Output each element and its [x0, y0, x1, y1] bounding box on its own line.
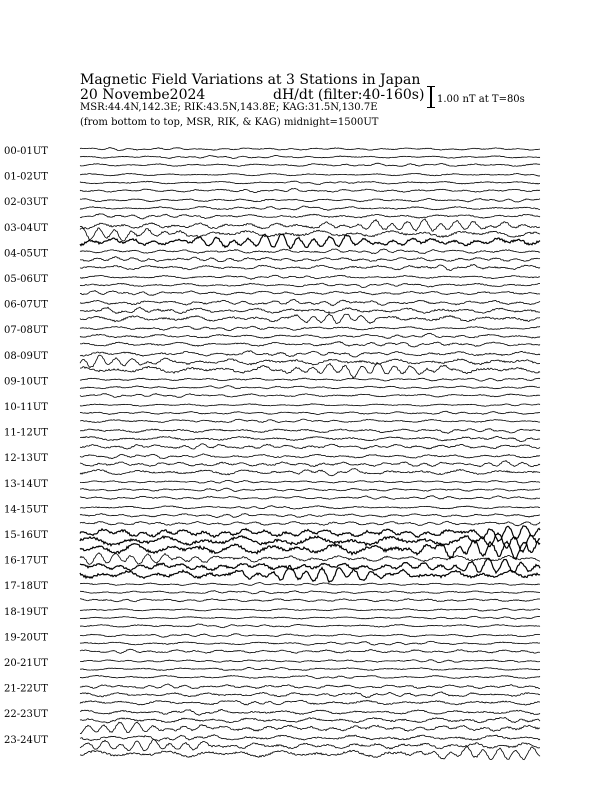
trace-kag — [80, 660, 540, 663]
trace-rik — [80, 206, 540, 210]
trace-msr — [80, 265, 540, 271]
hour-label: 21-22UT — [4, 683, 48, 695]
trace-rik — [80, 641, 540, 645]
trace-kag — [80, 608, 540, 611]
hour-label: 19-20UT — [4, 632, 48, 644]
trace-msr — [80, 314, 540, 324]
trace-kag — [80, 526, 540, 541]
trace-kag — [80, 299, 540, 305]
trace-msr — [80, 234, 540, 249]
trace-rik — [80, 155, 540, 158]
trace-kag — [80, 506, 540, 509]
trace-rik — [80, 333, 540, 338]
trace-msr — [80, 163, 540, 166]
trace-msr — [80, 214, 540, 219]
trace-msr — [80, 722, 540, 734]
chart-title: Magnetic Field Variations at 3 Stations in Japan — [80, 72, 421, 88]
trace-rik — [80, 616, 540, 619]
hour-label: 20-21UT — [4, 658, 48, 669]
trace-msr — [80, 624, 540, 628]
trace-msr — [80, 363, 540, 378]
trace-rik — [80, 739, 540, 750]
hour-label: 05-06UT — [4, 274, 48, 285]
trace-kag — [80, 404, 540, 407]
trace-kag — [80, 480, 540, 483]
hour-label: 06-07UT — [4, 299, 48, 311]
trace-msr — [80, 521, 540, 526]
trace-rik — [80, 692, 540, 698]
chart-quantity: dH/dt (filter:40-160s) — [273, 87, 425, 103]
trace-kag — [80, 582, 540, 585]
hour-label: 00-01UT — [4, 146, 48, 157]
trace-rik — [80, 257, 540, 262]
trace-kag — [80, 735, 540, 742]
trace-msr — [80, 747, 540, 760]
trace-msr — [80, 444, 540, 449]
trace-msr — [80, 599, 540, 602]
trace-rik — [80, 717, 540, 723]
trace-msr — [80, 675, 540, 678]
hour-label: 08-09UT — [4, 350, 48, 362]
trace-rik — [80, 228, 540, 241]
trace-kag — [80, 429, 540, 434]
trace-kag — [80, 326, 540, 331]
trace-rik — [80, 181, 540, 184]
hour-label: 04-05UT — [4, 248, 48, 260]
trace-msr — [80, 394, 540, 398]
trace-rik — [80, 591, 540, 594]
hour-label: 09-10UT — [4, 376, 48, 388]
trace-rik — [80, 667, 540, 670]
hour-label: 18-19UT — [4, 606, 48, 618]
trace-kag — [80, 634, 540, 638]
hour-label: 15-16UT — [4, 530, 48, 541]
trace-msr — [80, 188, 540, 192]
trace-kag — [80, 275, 540, 279]
hour-label: 14-15UT — [4, 504, 48, 516]
trace-kag — [80, 249, 540, 254]
trace-kag — [80, 351, 540, 357]
trace-msr — [80, 419, 540, 423]
trace-kag — [80, 199, 540, 203]
trace-msr — [80, 649, 540, 653]
hour-label: 02-03UT — [4, 197, 48, 209]
hour-label: 22-23UT — [4, 709, 48, 721]
hour-label: 10-11UT — [4, 402, 48, 413]
trace-rik — [80, 411, 540, 414]
hour-label: 01-02UT — [4, 171, 48, 183]
trace-rik — [80, 386, 540, 389]
scale-label: 1.00 nT at T=80s — [437, 94, 525, 105]
hour-label: 12-13UT — [4, 453, 48, 465]
hour-label: 11-12UT — [4, 427, 48, 439]
trace-rik — [80, 461, 540, 467]
trace-kag — [80, 709, 540, 715]
hour-label: 03-04UT — [4, 222, 48, 234]
trace-kag — [80, 684, 540, 689]
hour-label: 13-14UT — [4, 478, 48, 490]
trace-rik — [80, 307, 540, 314]
trace-msr — [80, 291, 540, 296]
trace-msr — [80, 496, 540, 500]
trace-kag — [80, 219, 540, 231]
station-coordinates: MSR:44.4N,142.3E; RIK:43.5N,143.8E; KAG:31.5N,130.7E — [80, 102, 378, 113]
trace-msr — [80, 700, 540, 705]
trace-rik — [80, 488, 540, 492]
hour-label: 17-18UT — [4, 581, 48, 593]
trace-rik — [80, 283, 540, 287]
hour-label: 16-17UT — [4, 555, 48, 567]
trace-kag — [80, 454, 540, 459]
trace-msr — [80, 468, 540, 475]
hour-label: 23-24UT — [4, 734, 48, 746]
trace-kag — [80, 148, 540, 151]
trace-kag — [80, 378, 540, 381]
trace-rik — [80, 355, 540, 367]
hour-label: 07-08UT — [4, 325, 48, 337]
trace-rik — [80, 513, 540, 517]
trace-rik — [80, 436, 540, 441]
station-order-note: (from bottom to top, MSR, RIK, & KAG) midnight=1500UT — [80, 117, 379, 128]
trace-msr — [80, 342, 540, 347]
trace-kag — [80, 173, 540, 176]
chart-date: 20 Novembe2024 — [80, 87, 206, 103]
